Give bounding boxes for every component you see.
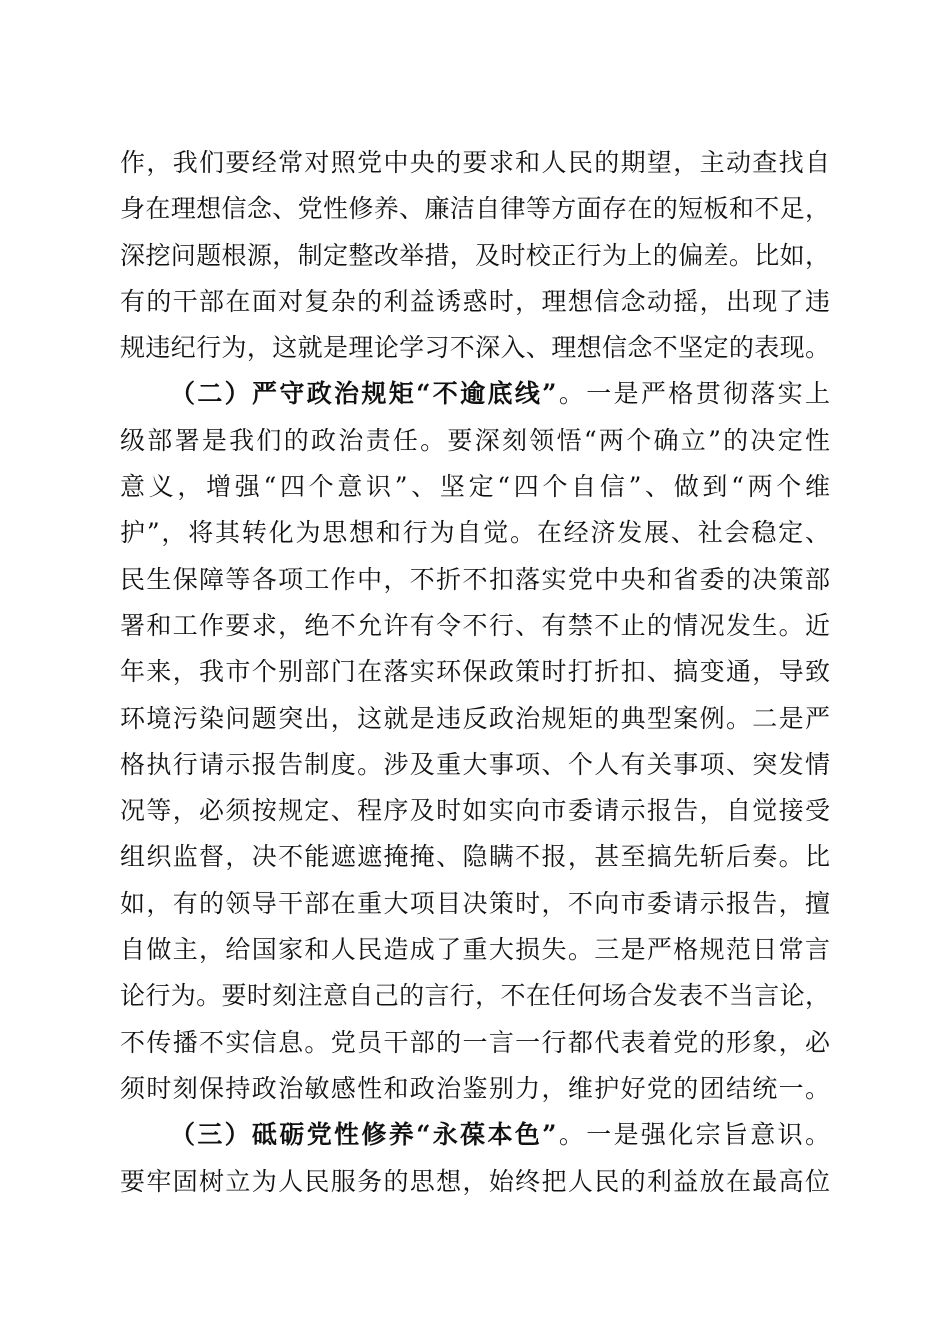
paragraph-2-line: 意义，增强“四个意识”、坚定“四个自信”、做到“两个维 bbox=[120, 472, 830, 502]
paragraph-2-line: 年来，我市个别部门在落实环保政策时打折扣、搞变通，导致 bbox=[120, 657, 830, 687]
paragraph-1-line-5: 规违纪行为，这就是理论学习不深入、理想信念不坚定的表现。 bbox=[120, 333, 830, 363]
paragraph-1-line-3: 深挖问题根源，制定整改举措，及时校正行为上的偏差。比如， bbox=[120, 240, 830, 270]
paragraph-2-line: 论行为。要时刻注意自己的言行，不在任何场合发表不当言论， bbox=[120, 981, 830, 1011]
paragraph-3-first-line bbox=[120, 1112, 830, 1158]
paragraph-2-line: 须时刻保持政治敏感性和政治鉴别力，维护好党的团结统一。 bbox=[120, 1073, 830, 1103]
paragraph-2-line: 民生保障等各项工作中，不折不扣落实党中央和省委的决策部 bbox=[120, 564, 830, 594]
paragraph-2-first-line-rest: 。一是严格贯彻落实上 bbox=[556, 379, 830, 409]
paragraph-2-first-line bbox=[120, 371, 830, 417]
paragraph-2-line: 如，有的领导干部在重大项目决策时，不向市委请示报告，擅 bbox=[120, 888, 830, 918]
paragraph-3-line: 要牢固树立为人民服务的思想，始终把人民的利益放在最高位 bbox=[120, 1166, 830, 1196]
paragraph-2-line: 级部署是我们的政治责任。要深刻领悟“两个确立”的决定性 bbox=[120, 425, 830, 455]
paragraph-2-line: 署和工作要求，绝不允许有令不行、有禁不止的情况发生。近 bbox=[120, 610, 830, 640]
body-text bbox=[120, 140, 830, 1205]
paragraph-3-first-line-rest: 。一是强化宗旨意识。 bbox=[556, 1120, 830, 1150]
section-heading-2: （二）严守政治规矩“不逾底线” bbox=[170, 379, 557, 409]
paragraph-2-line: 况等，必须按规定、程序及时如实向市委请示报告，自觉接受 bbox=[120, 796, 830, 826]
paragraph-1-line-4: 有的干部在面对复杂的利益诱惑时，理想信念动摇，出现了违 bbox=[120, 286, 830, 316]
section-heading-3: （三）砥砺党性修养“永葆本色” bbox=[170, 1120, 557, 1150]
paragraph-1-line-1: 作，我们要经常对照党中央的要求和人民的期望，主动查找自 bbox=[120, 148, 830, 177]
paragraph-2-line: 护”，将其转化为思想和行为自觉。在经济发展、社会稳定、 bbox=[120, 518, 830, 548]
paragraph-2-line: 环境污染问题突出，这就是违反政治规矩的典型案例。二是严 bbox=[120, 703, 830, 733]
paragraph-2-line: 自做主，给国家和人民造成了重大损失。三是严格规范日常言 bbox=[120, 935, 830, 965]
paragraph-2-line: 不传播不实信息。党员干部的一言一行都代表着党的形象，必 bbox=[120, 1027, 830, 1057]
paragraph-2-line: 格执行请示报告制度。涉及重大事项、个人有关事项、突发情 bbox=[120, 749, 830, 779]
paragraph-1-line-2: 身在理想信念、党性修养、廉洁自律等方面存在的短板和不足， bbox=[120, 194, 830, 224]
paragraph-2-line: 组织监督，决不能遮遮掩掩、隐瞒不报，甚至搞先斩后奏。比 bbox=[120, 842, 830, 872]
